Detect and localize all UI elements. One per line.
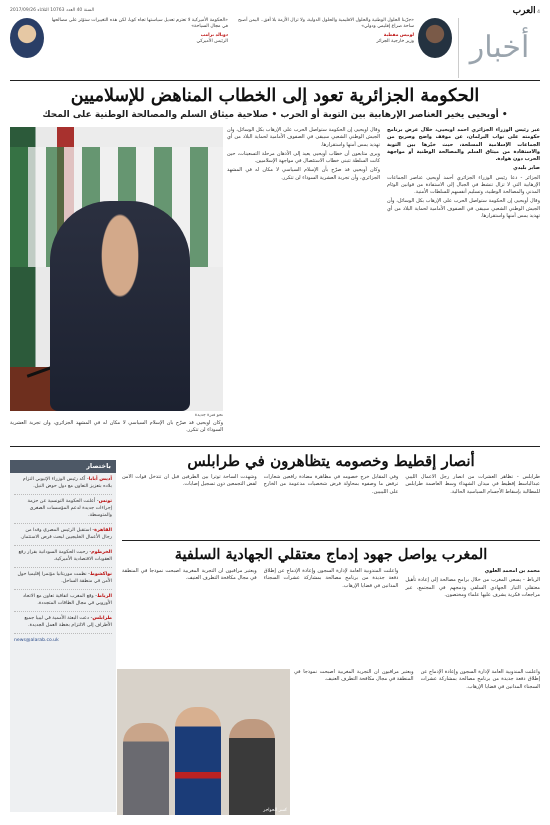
issue-info: السنة 40 العدد 10763 الثلاثاء 2017/09/26 bbox=[10, 8, 95, 13]
paragraph: الرباط - يسعى المغرب من خلال برامج مصالحة إلى إعادة تأهيل معتقلي التيار الجهادي السلفي ودمجهم في المجتمع، عبر مراجعات فكرية يشرف عليها علماء ومختصون. bbox=[405, 577, 540, 598]
brief-text: - نظمت موريتانيا مؤتمرا إقليميا حول الأمن في منطقة الساحل. bbox=[17, 572, 112, 584]
main-headline: الحكومة الجزائرية تعود إلى الخطاب المناهض للإسلاميين bbox=[70, 86, 480, 106]
briefs-sidebar bbox=[10, 460, 116, 812]
brief-item bbox=[14, 528, 112, 546]
quote-author-role: وزير خارجية الجزائر bbox=[376, 39, 414, 45]
portrait-photo bbox=[10, 18, 44, 58]
brief-item bbox=[14, 572, 112, 590]
article3-photo bbox=[117, 669, 290, 815]
divider bbox=[10, 446, 540, 447]
brief-text: - استقبل الرئيس المصري وفدا من رجال الأعمال الخليجيين لبحث فرص الاستثمار. bbox=[20, 528, 112, 541]
article3-column bbox=[405, 568, 540, 666]
brief-dateline: الخرطوم bbox=[91, 550, 112, 556]
quote-text: «جرّبنا الحلول الوطنية والحلول الاقليمية والحلول الدولية، ولا تزال الأزمة بلا أفق.. اليمن أصبح ساحة صراع إقليمي ودولي» bbox=[237, 18, 414, 30]
paragraph: ويعتبر مراقبون أن التجربة المغربية أصبحت نموذجا في المنطقة في مجال مكافحة التطرف العنيف. bbox=[121, 568, 257, 582]
header-quotes bbox=[10, 18, 540, 78]
portrait-photo bbox=[418, 18, 452, 58]
masthead bbox=[513, 6, 540, 16]
article3-continued bbox=[294, 669, 540, 815]
brief-item bbox=[14, 594, 112, 612]
paragraph: وأعلنت المندوبية العامة لإدارة السجون وإعادة الإدماج عن إطلاق دفعة جديدة من برنامج مصالحة بمشاركة عشرات السجناء المدانين في قضايا الإرهاب. bbox=[263, 568, 399, 589]
article2-headline: أنصار إقطيط وخصومه يتظاهرون في طرابلس bbox=[187, 452, 475, 470]
article1-bottom-text bbox=[10, 420, 223, 442]
article1-column-right bbox=[387, 127, 540, 442]
section-label: أخبار bbox=[469, 30, 530, 65]
brand-name: العرب bbox=[512, 5, 536, 16]
article3-columns bbox=[122, 568, 540, 666]
photo-caption: نحو فترة جديدة bbox=[194, 413, 223, 418]
paragraph: وقال أويحيى إن الحكومة ستواصل الحرب على الإرهاب بكل الوسائل، وأن الجيش الوطني الشعبي سيبقى في الصفوف الأمامية لحماية البلاد من أي تهديد يمس أمنها واستقرارها. bbox=[387, 198, 540, 219]
photo-caption: كسر الحواجز bbox=[263, 808, 287, 813]
brief-item bbox=[14, 477, 112, 495]
contact-email[interactable]: news@alarab.co.uk bbox=[14, 637, 59, 643]
speaker-figure bbox=[50, 201, 190, 411]
article1-photo bbox=[10, 127, 223, 411]
quote-right bbox=[234, 18, 452, 78]
section-header bbox=[458, 18, 540, 78]
brief-text: - رحبت الحكومة السودانية بقرار رفع العقوبات الاقتصادية الأميركية. bbox=[18, 550, 112, 563]
main-subheadline: • أويحيى يخير العناصر الإرهابية بين التوبة أو الحرب • صلاحية ميثاق السلم والمصالحة الوطنية على المحك bbox=[42, 110, 508, 120]
byline: محمد بن امحمد العلوي bbox=[484, 568, 540, 574]
paragraph: وأعلنت المندوبية العامة لإدارة السجون وإعادة الإدماج عن إطلاق دفعة جديدة من برنامج مصالحة بمشاركة عشرات السجناء المدانين في قضايا الإرهاب. bbox=[420, 669, 540, 690]
divider bbox=[10, 80, 540, 81]
top-strip bbox=[10, 6, 540, 15]
paragraph: الجزائر - دعا رئيس الوزراء الجزائري أحمد أويحيى عناصر الجماعات الإرهابية التي لا تزال تنشط في الجبال إلى الاستفادة من قوانين الوئام المدني والمصالحة الوطنية، وتسليم أنفسهم للسلطات الأمنية. bbox=[387, 174, 540, 195]
paragraph: وفي المقابل خرج خصومه في مظاهرة مضادة رافعين شعارات ترفض ما وصفوه بمحاولة فرض شخصيات مدعومة من الخارج على الليبيين. bbox=[263, 474, 399, 495]
briefs-label: باختصار bbox=[10, 460, 116, 473]
page-number: 4 bbox=[537, 9, 540, 15]
brief-dateline: تونس bbox=[98, 499, 112, 505]
article-lead: عبر رئيس الوزراء الجزائري أحمد أويحيى، خلال عرض برنامج حكومته على نواب البرلمان، عن موقف واضح وصريح من الجماعات الإسلامية المسلحة، حيث خيّرها بين التوبة والاستفادة من ميثاق السلم والمصالحة الوطنية أو مواجهة الحرب دون هوادة. bbox=[387, 127, 540, 162]
article2-columns bbox=[122, 474, 540, 536]
paragraph: وكان أويحيى قد صرّح بأن الإسلام السياسي لا مكان له في المشهد الجزائري، وأن تجربة العشرية السوداء لن تتكرر. bbox=[227, 167, 380, 181]
paragraph: وقال أويحيى إن الحكومة ستواصل الحرب على الإرهاب بكل الوسائل، وأن الجيش الوطني الشعبي سيبقى في الصفوف الأمامية لحماية البلاد من أي تهديد يمس أمنها واستقرارها. bbox=[227, 127, 380, 148]
brief-item bbox=[14, 550, 112, 568]
quote-text: «الحكومة الأميركية لا تعتزم تعديل سياستها تجاه كوبا، لكن هذه التغييرات ستؤثر على مصالحها في مجال السياحة» bbox=[51, 18, 228, 30]
brief-text: - أعلنت الحكومة التونسية عن حزمة إجراءات جديدة لدعم المؤسسات الصغرى والمتوسطة. bbox=[27, 499, 112, 519]
quote-author: لونيس مقطبة bbox=[383, 33, 414, 39]
brief-dateline: نواكشوط bbox=[89, 572, 112, 577]
paragraph: طرابلس - تظاهر العشرات من أنصار رجل الأعمال الليبي عبدالباسط إقطيط في ميدان الشهداء وسط العاصمة طرابلس للمطالبة بإسقاط الأجسام السياسية الحالية. bbox=[405, 474, 540, 495]
brief-dateline: طرابلس bbox=[92, 615, 112, 621]
quote-author: دونالد ترامب bbox=[200, 33, 228, 39]
article3-headline: المغرب يواصل جهود إدماج معتقلي الجهادية السلفية bbox=[174, 546, 488, 563]
paragraph: وشهدت الساحة توترا بين الطرفين قبل أن تتدخل قوات الأمن لفض التجمعين دون تسجيل إصابات. bbox=[121, 474, 257, 488]
brief-text: - دعت البعثة الأممية في ليبيا جميع الأطراف إلى الالتزام بخطة العمل الجديدة. bbox=[24, 615, 112, 628]
article1-column-middle bbox=[227, 127, 380, 442]
brief-dateline: القاهرة bbox=[94, 528, 112, 534]
brief-text: - أكد رئيس الوزراء الإثيوبي التزام بلاده بتعزيز التعاون مع دول حوض النيل. bbox=[22, 477, 112, 490]
paragraph: ويعتبر مراقبون أن التجربة المغربية أصبحت نموذجا في المنطقة في مجال مكافحة التطرف العنيف. bbox=[294, 669, 414, 683]
official-figure bbox=[175, 707, 221, 815]
article1-columns bbox=[227, 127, 540, 442]
brief-text: - وقع المغرب اتفاقية تعاون مع الاتحاد الأوروبي في مجال الطاقات المتجددة. bbox=[22, 593, 112, 606]
brief-item bbox=[14, 499, 112, 524]
brief-dateline: أديس أبابا bbox=[88, 477, 112, 483]
quote-left bbox=[10, 18, 228, 78]
person-figure bbox=[229, 719, 275, 815]
divider bbox=[122, 540, 540, 541]
byline: صابر بليدي bbox=[513, 165, 540, 172]
paragraph: وكان أويحيى قد صرّح بأن الإسلام السياسي لا مكان له في المشهد الجزائري، وأن تجربة العشرية السوداء لن تتكرر. bbox=[10, 420, 223, 434]
quote-author-role: الرئيس الأميركي bbox=[196, 39, 228, 45]
person-figure bbox=[123, 723, 169, 815]
paragraph: ويرى متابعون أن خطاب أويحيى يعيد إلى الأذهان مرحلة التسعينات، حين كانت السلطة تتبنى خطاب الاستئصال في مواجهة الإسلاميين. bbox=[227, 150, 380, 164]
brief-dateline: الرباط bbox=[96, 593, 112, 599]
brief-item bbox=[14, 616, 112, 634]
